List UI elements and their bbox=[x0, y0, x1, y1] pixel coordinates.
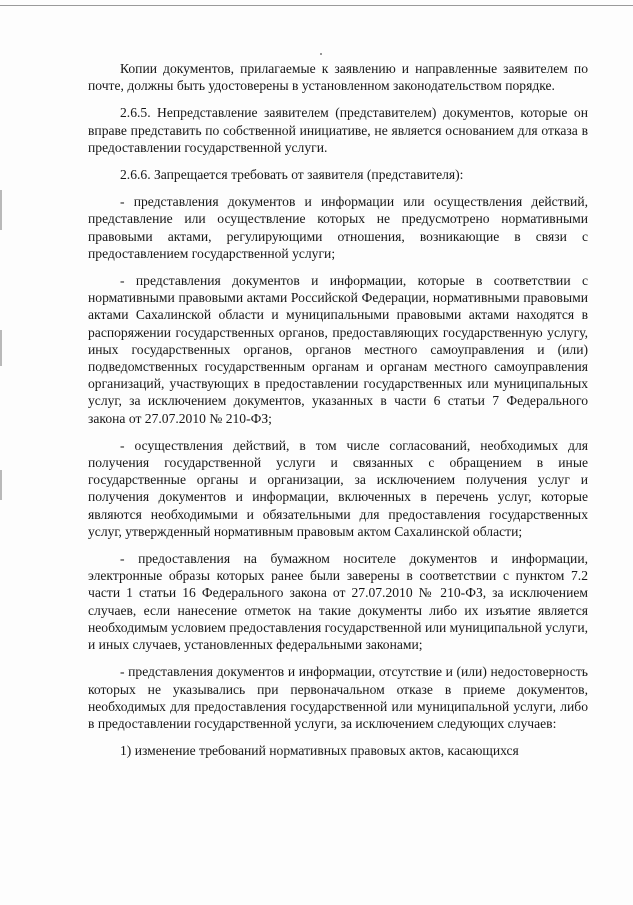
scan-speck bbox=[320, 53, 322, 55]
paragraph-2-6-6-heading: 2.6.6. Запрещается требовать от заявителя (представителя): bbox=[120, 167, 464, 183]
list-item-prohibition-2: - представления документов и информации, которые в соответствии с нормативными правовыми актами Российской Федерации, нормативными правовыми актами Сахалинской области и муниципальными правовыми актами находятся в распоряжении государственных органов, предоставляющих государственную услугу, иных государственных органов, органов местного самоуправления и (или) подведомственных государственным органам и органам местного самоуправления организаций, участвующих в предоставлении государственных или муниципальных услуг, за исключением документов, указанных в части 6 статьи 7 Федерального закона от 27.07.2010 № 210-ФЗ; bbox=[88, 273, 588, 426]
binding-margin-mark bbox=[0, 470, 2, 500]
list-item-prohibition-4: - предоставления на бумажном носителе документов и информации, электронные образы которых ранее были заверены в соответствии с пунктом 7.2 части 1 статьи 16 Федерального закона от 27.07.2010 № 210-ФЗ, за исключением случаев, если нанесение отметок на такие документы либо их изъятие является необходимым условием предоставления государственной или муниципальной услуги, и иных случаев, установленных федеральными законами; bbox=[88, 551, 588, 653]
list-item-prohibition-3: - осуществления действий, в том числе согласований, необходимых для получения государственной услуги и связанных с обращением в иные государственные органы и организации, за исключением получения услуг и получения документов и информации, включенных в перечень услуг, которые являются необходимыми и обязательными для предоставления государственных услуг, утвержденный нормативным правовым актом Сахалинской области; bbox=[88, 437, 588, 539]
paragraph-copies-certification: Копии документов, прилагаемые к заявлению и направленные заявителем по почте, должны быть удостоверены в установленном законодательством порядке. bbox=[88, 61, 588, 94]
list-item-prohibition-5: - представления документов и информации, отсутствие и (или) недостоверность которых не указывались при первоначальном отказе в приеме документов, необходимых для предоставления государственной или муниципальной услуги, либо в предоставлении государственной услуги, за исключением следующих случаев: bbox=[88, 664, 588, 731]
document-body bbox=[88, 60, 588, 769]
list-item-prohibition-1: - представления документов и информации или осуществления действий, представление или осуществление которых не предусмотрено нормативными правовыми актами, регулирующими отношения, возникающие в связи с предоставлением государственной услуги; bbox=[88, 194, 588, 261]
binding-margin-mark bbox=[0, 330, 2, 366]
list-item-exception-1: 1) изменение требований нормативных правовых актов, касающихся bbox=[120, 743, 519, 759]
top-edge-rule bbox=[0, 5, 633, 6]
binding-margin-mark bbox=[0, 190, 2, 230]
paragraph-2-6-5: 2.6.5. Непредставление заявителем (представителем) документов, которые он вправе представить по собственной инициативе, не является основанием для отказа в предоставлении государственной услуги. bbox=[88, 105, 588, 155]
